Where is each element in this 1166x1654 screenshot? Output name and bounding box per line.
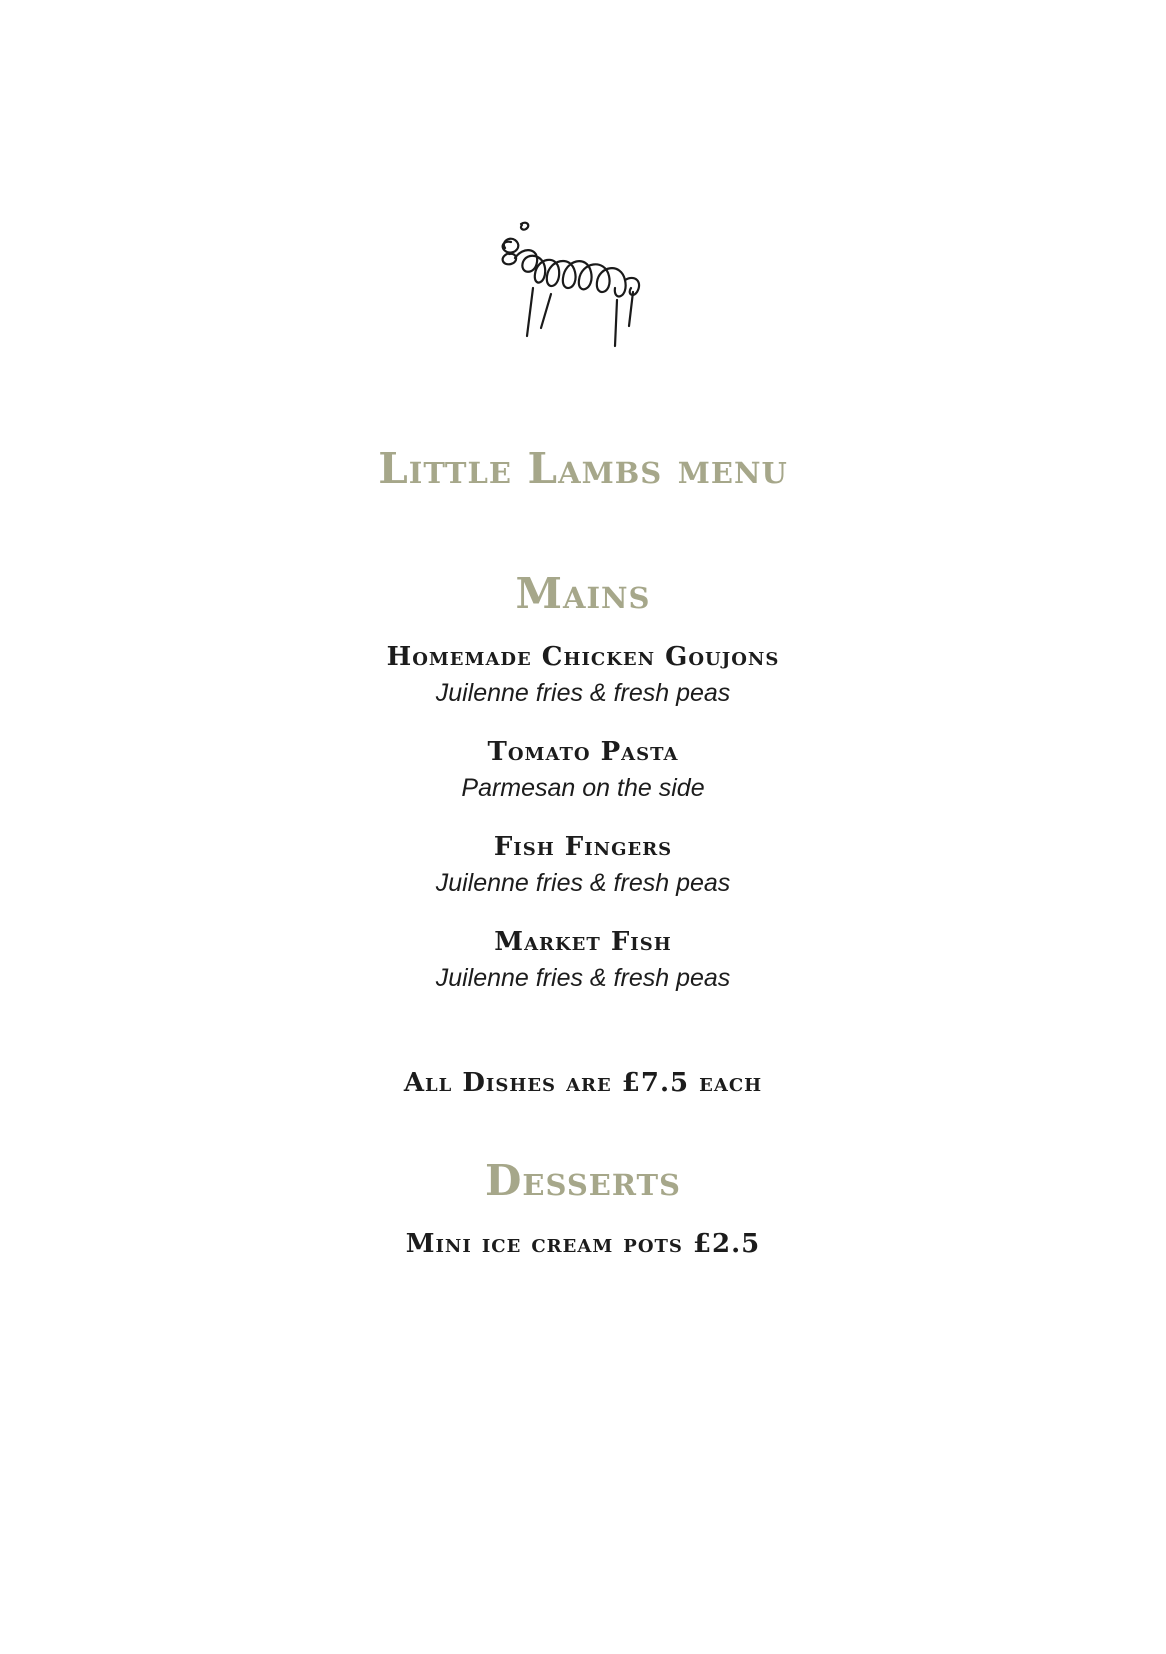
dish-name: Fish Fingers <box>493 832 673 862</box>
desserts-heading: Desserts <box>485 1156 681 1205</box>
dish-name: Homemade Chicken Goujons <box>386 642 780 672</box>
menu-item <box>0 739 1166 801</box>
mains-price-note: All Dishes are £7.5 each <box>403 1068 763 1098</box>
menu-item <box>0 929 1166 991</box>
menu-title: Little Lambs menu <box>378 444 788 493</box>
dish-description: Juilenne fries & fresh peas <box>435 679 731 707</box>
dish-description: Juilenne fries & fresh peas <box>435 869 731 897</box>
dish-description: Juilenne fries & fresh peas <box>435 964 731 992</box>
mains-heading: Mains <box>515 569 651 618</box>
dish-name: Tomato Pasta <box>487 737 679 767</box>
menu-item <box>0 834 1166 896</box>
dish-description: Parmesan on the side <box>461 774 705 802</box>
dish-name: Market Fish <box>494 927 672 957</box>
dessert-item: Mini ice cream pots £2.5 <box>405 1229 761 1259</box>
menu-item <box>0 644 1166 706</box>
lamb-line-drawing-icon <box>493 218 669 364</box>
